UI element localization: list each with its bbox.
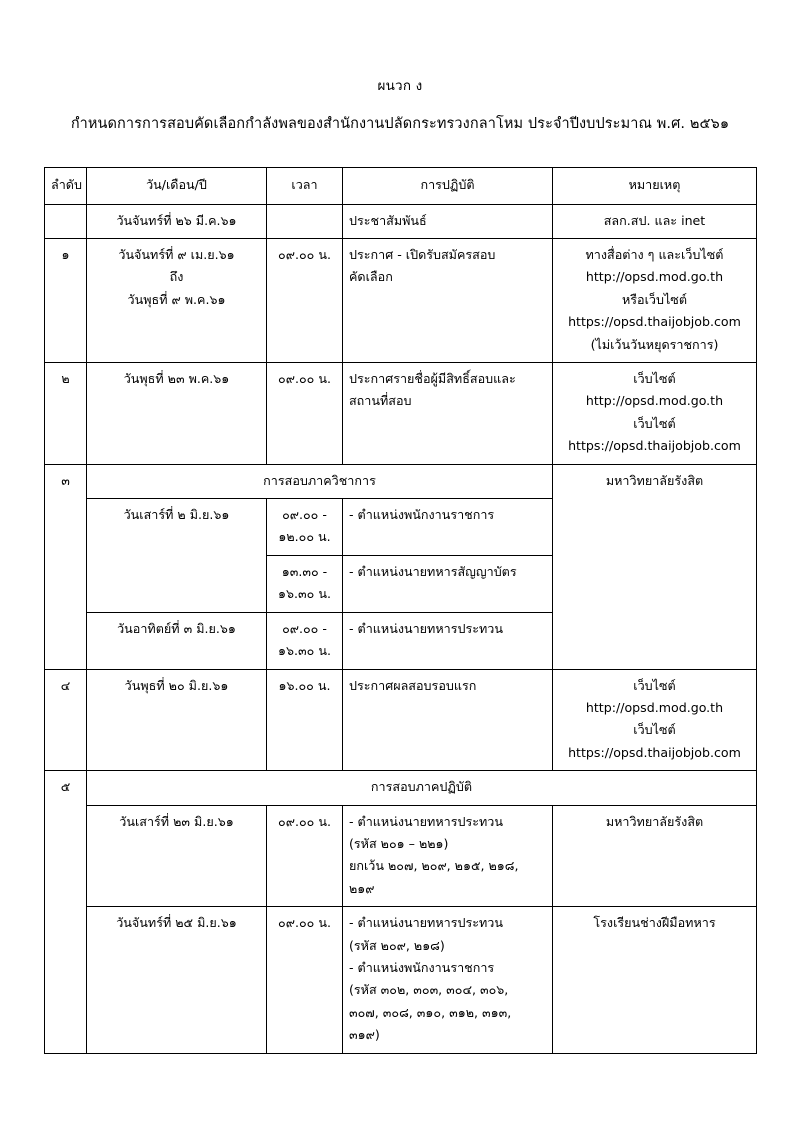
activity-line: - ตำแหน่งนายทหารประทวน (349, 915, 503, 931)
table-row (45, 669, 757, 771)
time-line: ๑๖.๓๐ น. (278, 586, 331, 602)
activity-line: คัดเลือก (349, 269, 393, 285)
row-note (553, 805, 757, 907)
section-seq-academic: ๓ (45, 464, 87, 669)
row-time (267, 805, 343, 907)
date-line: ถึง (169, 269, 184, 285)
note-line: เว็บไซต์ (633, 677, 676, 693)
row-time (267, 612, 343, 669)
note-url: https://opsd.thaijobjob.com (568, 314, 741, 330)
table-row (45, 239, 757, 363)
activity-line: ประกาศผลสอบรอบแรก (349, 677, 477, 693)
activity-line: ประกาศ - เปิดรับสมัครสอบ (349, 247, 496, 262)
row-time (267, 555, 343, 612)
time-line: ๐๙.๐๐ น. (278, 371, 331, 387)
time-line: ๑๓.๓๐ - (281, 563, 328, 579)
section-note-academic: มหาวิทยาลัยรังสิต (553, 464, 757, 669)
activity-line: - ตำแหน่งพนักงานราชการ (349, 507, 495, 523)
row-time (267, 499, 343, 556)
table-row (45, 907, 757, 1053)
activity-code-line: ยกเว้น ๒๐๗, ๒๐๙, ๒๑๕, ๒๑๘, (349, 858, 519, 874)
activity-code-line: ๒๑๙ (349, 880, 375, 896)
date-line: วันจันทร์ที่ ๒๖ มี.ค.๖๑ (116, 212, 237, 228)
activity-code-line: ๓๑๙) (349, 1027, 380, 1043)
date-line: วันเสาร์ที่ ๒ มิ.ย.๖๑ (123, 507, 230, 523)
section-title-academic: การสอบภาควิชาการ (87, 464, 553, 498)
row-activity (343, 805, 553, 907)
date-line: วันจันทร์ที่ ๙ เม.ย.๖๑ (118, 247, 235, 262)
note-line: หรือเว็บไซต์ (621, 291, 688, 307)
note-line: โรงเรียนช่างฝีมือทหาร (593, 915, 716, 931)
table-header-row (45, 168, 757, 204)
note-line: เว็บไซต์ (633, 415, 676, 431)
note-url: http://opsd.mod.go.th (585, 393, 724, 409)
row-note (553, 239, 757, 363)
row-date (87, 204, 267, 238)
activity-line: - ตำแหน่งนายทหารสัญญาบัตร (349, 563, 517, 579)
row-activity (343, 363, 553, 465)
activity-line: ประกาศรายชื่อผู้มีสิทธิ์สอบและ (349, 371, 516, 387)
note-url: https://opsd.thaijobjob.com (568, 438, 741, 454)
column-header-time: เวลา (267, 168, 343, 204)
row-date (87, 907, 267, 1053)
activity-code-line: ๓๐๗, ๓๐๘, ๓๑๐, ๓๑๒, ๓๑๓, (349, 1004, 512, 1020)
column-header-seq: ลำดับ (45, 168, 87, 204)
note-line: (ไม่เว้นวันหยุดราชการ) (590, 336, 719, 352)
row-note (553, 907, 757, 1053)
row-time (267, 363, 343, 465)
time-line: ๐๙.๐๐ - (282, 507, 327, 523)
row-activity (343, 612, 553, 669)
row-activity (343, 204, 553, 238)
table-row (45, 805, 757, 907)
activity-code-line: (รหัส ๓๐๒, ๓๐๓, ๓๐๔, ๓๐๖, (349, 982, 509, 998)
date-line: วันอาทิตย์ที่ ๓ มิ.ย.๖๑ (117, 620, 236, 636)
note-url: http://opsd.mod.go.th (585, 269, 724, 285)
row-activity (343, 239, 553, 363)
row-activity (343, 555, 553, 612)
row-seq: ๑ (45, 239, 87, 363)
note-line: เว็บไซต์ (633, 371, 676, 387)
row-date (87, 499, 267, 613)
row-date (87, 612, 267, 669)
row-time (267, 204, 343, 238)
annex-label: ผนวก ง (377, 78, 423, 94)
document-heading (0, 0, 800, 135)
section-seq-practical: ๕ (45, 771, 87, 1053)
activity-line: - ตำแหน่งพนักงานราชการ (349, 959, 495, 975)
row-date (87, 239, 267, 363)
row-note (553, 669, 757, 771)
row-seq: ๒ (45, 363, 87, 465)
date-line: วันพุธที่ ๒๐ มิ.ย.๖๑ (124, 677, 229, 693)
note-url: https://opsd.thaijobjob.com (568, 744, 741, 760)
section-header-row-academic (45, 464, 757, 498)
time-line: ๐๙.๐๐ น. (278, 247, 331, 262)
time-line: ๐๙.๐๐ - (282, 620, 327, 636)
activity-line: สถานที่สอบ (349, 393, 412, 409)
page-title: กำหนดการการสอบคัดเลือกกำลังพลของสำนักงานปลัดกระทรวงกลาโหม ประจำปีงบประมาณ พ.ศ. ๒๕๖๑ (70, 116, 730, 133)
activity-code-line: (รหัส ๒๐๑ – ๒๒๑) (349, 835, 449, 851)
row-seq (45, 204, 87, 238)
date-line: วันพุธที่ ๒๓ พ.ค.๖๑ (123, 371, 230, 387)
activity-line: ประชาสัมพันธ์ (349, 212, 427, 228)
row-seq: ๔ (45, 669, 87, 771)
column-header-date: วัน/เดือน/ปี (87, 168, 267, 204)
note-line: สลก.สป. และ inet (603, 212, 706, 228)
column-header-activity: การปฏิบัติ (343, 168, 553, 204)
row-activity (343, 499, 553, 556)
time-line: ๑๖.๐๐ น. (278, 677, 331, 693)
row-date (87, 805, 267, 907)
time-line: ๐๙.๐๐ น. (278, 915, 331, 931)
activity-line: - ตำแหน่งนายทหารประทวน (349, 813, 503, 829)
row-note (553, 204, 757, 238)
section-header-row-practical (45, 771, 757, 805)
date-line: วันพุธที่ ๙ พ.ค.๖๑ (127, 291, 226, 307)
row-time (267, 907, 343, 1053)
time-line: ๑๖.๓๐ น. (278, 643, 331, 659)
note-line: มหาวิทยาลัยรังสิต (605, 813, 704, 829)
row-time (267, 669, 343, 771)
date-line: วันจันทร์ที่ ๒๕ มิ.ย.๖๑ (116, 915, 237, 931)
table-row (45, 204, 757, 238)
note-url: http://opsd.mod.go.th (585, 699, 724, 715)
note-line: ทางสื่อต่าง ๆ และเว็บไซต์ (585, 247, 724, 262)
activity-line: - ตำแหน่งนายทหารประทวน (349, 620, 503, 636)
row-date (87, 669, 267, 771)
activity-code-line: (รหัส ๒๐๙, ๒๑๘) (349, 937, 445, 953)
row-note (553, 363, 757, 465)
row-activity (343, 669, 553, 771)
time-line: ๑๒.๐๐ น. (278, 529, 331, 545)
schedule-table (44, 167, 757, 1053)
row-time (267, 239, 343, 363)
section-title-practical: การสอบภาคปฏิบัติ (87, 771, 757, 805)
table-row (45, 363, 757, 465)
schedule-table-container (44, 135, 756, 1053)
row-activity (343, 907, 553, 1053)
note-line: เว็บไซต์ (633, 722, 676, 738)
time-line: ๐๙.๐๐ น. (278, 813, 331, 829)
date-line: วันเสาร์ที่ ๒๓ มิ.ย.๖๑ (119, 813, 234, 829)
column-header-note: หมายเหตุ (553, 168, 757, 204)
row-date (87, 363, 267, 465)
